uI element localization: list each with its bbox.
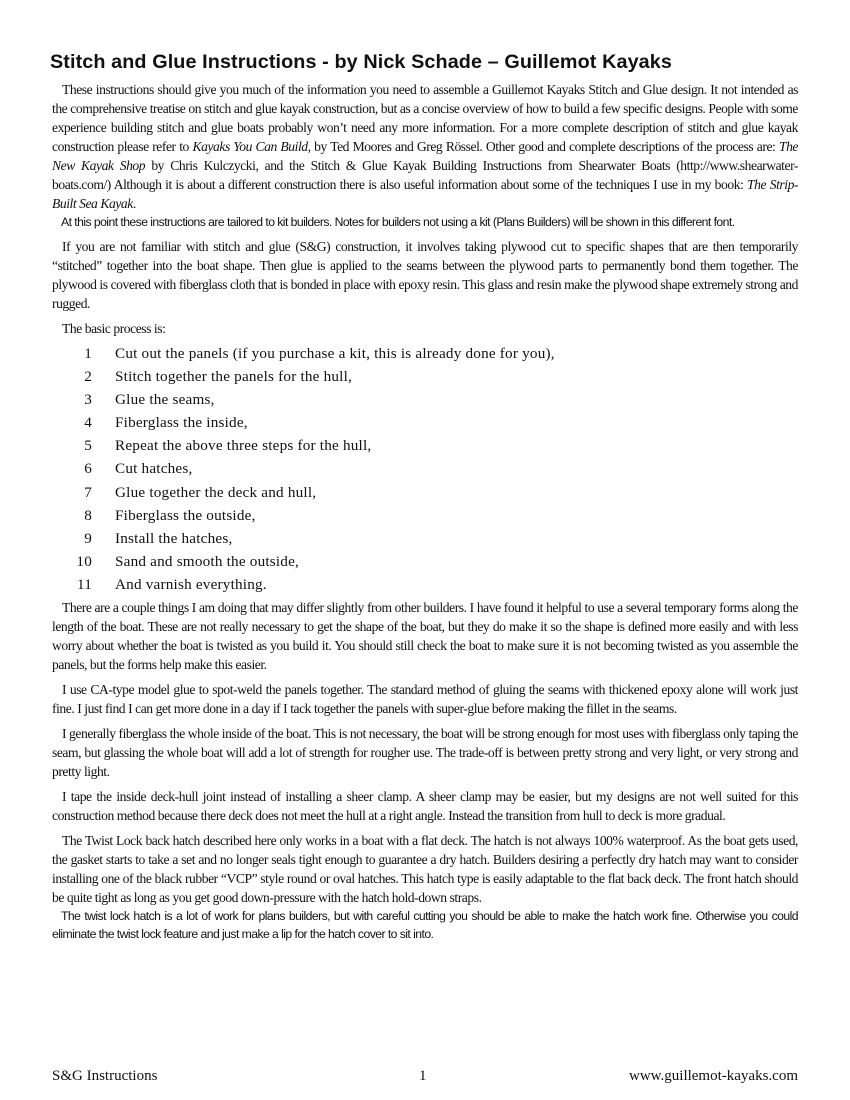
kit-builder-note-2: The twist lock hatch is a lot of work for plans builders, but with careful cutting you should be able to make the hatch work fine. Otherwise you could eliminate the twist lock feature and just make a lip for the hatch cover to sit into. — [52, 909, 798, 942]
footer-doc-name: S&G Instructions — [52, 1068, 158, 1084]
basic-process-label: The basic process is: — [62, 321, 166, 336]
process-steps-list — [52, 342, 798, 596]
step-text: Sand and smooth the outside, — [115, 552, 300, 570]
process-step — [52, 573, 798, 596]
step-text: Fiberglass the outside, — [115, 506, 256, 524]
book-title-strip-built-sea-kayak: The Strip-Built Sea Kayak — [52, 177, 798, 211]
step-text: Repeat the above three steps for the hull, — [115, 437, 372, 455]
page-title: Stitch and Glue Instructions - by Nick Schade – Guillemot Kayaks — [50, 51, 672, 73]
book-title-kayaks-you-can-build: Kayaks You Can Build — [192, 139, 308, 154]
book-title-new-kayak-shop: The New Kayak Shop — [52, 139, 798, 173]
step-number: 10 — [76, 552, 92, 570]
step-number: 2 — [84, 368, 92, 386]
intro-text-2: , by Ted Moores and Greg Rössel. Other good and complete descriptions of the process are: — [307, 139, 779, 154]
intro-text-4: . — [132, 196, 136, 211]
step-number: 11 — [76, 575, 92, 593]
process-step — [52, 365, 798, 388]
step-text: Glue the seams, — [115, 391, 215, 409]
step-text: And varnish everything. — [115, 575, 267, 593]
tape-joint-paragraph: I tape the inside deck-hull joint instead of installing a sheer clamp. A sheer clamp may be easier, but my designs are not well suited for this construction method because there deck does not meet the hull at a right angle. Instead the transition from hull to deck is more gradual. — [52, 789, 798, 824]
step-number: 3 — [84, 391, 92, 409]
page-number: 1 — [419, 1068, 427, 1084]
process-step — [52, 481, 798, 504]
step-number: 6 — [84, 460, 92, 478]
hatch-paragraph: The Twist Lock back hatch described here only works in a boat with a flat deck. The hatch is not always 100% waterproof. As the boat gets used, the gasket starts to take a set and no longer seals tight enough to guarantee a dry hatch. Builders desiring a perfectly dry hatch may want to consider installing one of the black rubber “VCP” style round or oval hatches. This hatch type is easily adaptable to the flat back deck. The front hatch should be quite tight as long as you get good down-pressure with the hatch hold-down straps. — [52, 833, 798, 906]
footer-url: www.guillemot-kayaks.com — [629, 1068, 798, 1084]
intro-paragraph — [52, 80, 798, 213]
step-text: Install the hatches, — [115, 529, 233, 547]
kit-builder-note-1: At this point these instructions are tailored to kit builders. Notes for builders not using a kit (Plans Builders) will be shown in this different font. — [61, 215, 735, 229]
process-step — [52, 550, 798, 573]
step-text: Cut out the panels (if you purchase a kit, this is already done for you), — [115, 345, 555, 362]
step-number: 1 — [84, 345, 92, 362]
ca-glue-paragraph: I use CA-type model glue to spot-weld the panels together. The standard method of gluing the seams with thickened epoxy alone will work just fine. I just find I can get more done in a day if I tack together the panels with super-glue before making the fillet in the seams. — [52, 682, 798, 717]
process-step — [52, 527, 798, 550]
process-step — [52, 342, 798, 365]
differ-paragraph: There are a couple things I am doing that may differ slightly from other builders. I have found it helpful to use a several temporary forms along the length of the boat. These are not really necessary to get the shape of the boat, but they do make it so the shape is defined more easily and with less worry about whether the boat is twisted as you build it. You should still check the boat to make sure it is not becoming twisted as you assemble the panels, but the forms help make this easier. — [52, 600, 798, 673]
process-step — [52, 411, 798, 434]
process-step — [52, 388, 798, 411]
intro-text-3: by Chris Kulczycki, and the Stitch & Glue Kayak Building Instructions from Shearwater Boats (http://www.shearwater-boats.com/) Although it is about a different construction there is also useful information about some of the techniques I use in my book: — [52, 158, 798, 192]
step-text: Cut hatches, — [115, 460, 193, 478]
step-text: Stitch together the panels for the hull, — [115, 368, 353, 386]
fiberglass-paragraph: I generally fiberglass the whole inside of the boat. This is not necessary, the boat will be strong enough for most uses with fiberglass only taping the seam, but glassing the whole boat will add a lot of strength for rougher use. The trade-off is between pretty strong and very light, or very strong and pretty light. — [52, 726, 798, 780]
sg-construction-paragraph: If you are not familiar with stitch and glue (S&G) construction, it involves taking plywood cut to specific shapes that are then temporarily “stitched” together into the boat shape. Then glue is applied to the seams between the plywood parts to permanently bond them together. The plywood is covered with fiberglass cloth that is bonded in place with epoxy resin. This glass and resin make the plywood shape extremely strong and rugged. — [52, 239, 798, 311]
step-number: 4 — [84, 414, 92, 432]
step-number: 8 — [84, 506, 92, 524]
step-text: Fiberglass the inside, — [115, 414, 248, 432]
intro-text-1: These instructions should give you much of the information you need to assemble a Guillemot Kayaks Stitch and Glue design. It not intended as the comprehensive treatise on stitch and glue kayak construction, but as a concise overview of how to build a few specific designs. People with some experience building stitch and glue boats probably won’t need any more information. For a more complete description of stitch and glue kayak construction please refer to — [52, 82, 798, 154]
process-step — [52, 504, 798, 527]
step-number: 5 — [84, 437, 92, 455]
step-text: Glue together the deck and hull, — [115, 483, 317, 501]
document-body — [52, 80, 798, 943]
step-number: 9 — [84, 529, 92, 547]
step-number: 7 — [84, 483, 92, 501]
process-step — [52, 457, 798, 480]
process-step — [52, 434, 798, 457]
